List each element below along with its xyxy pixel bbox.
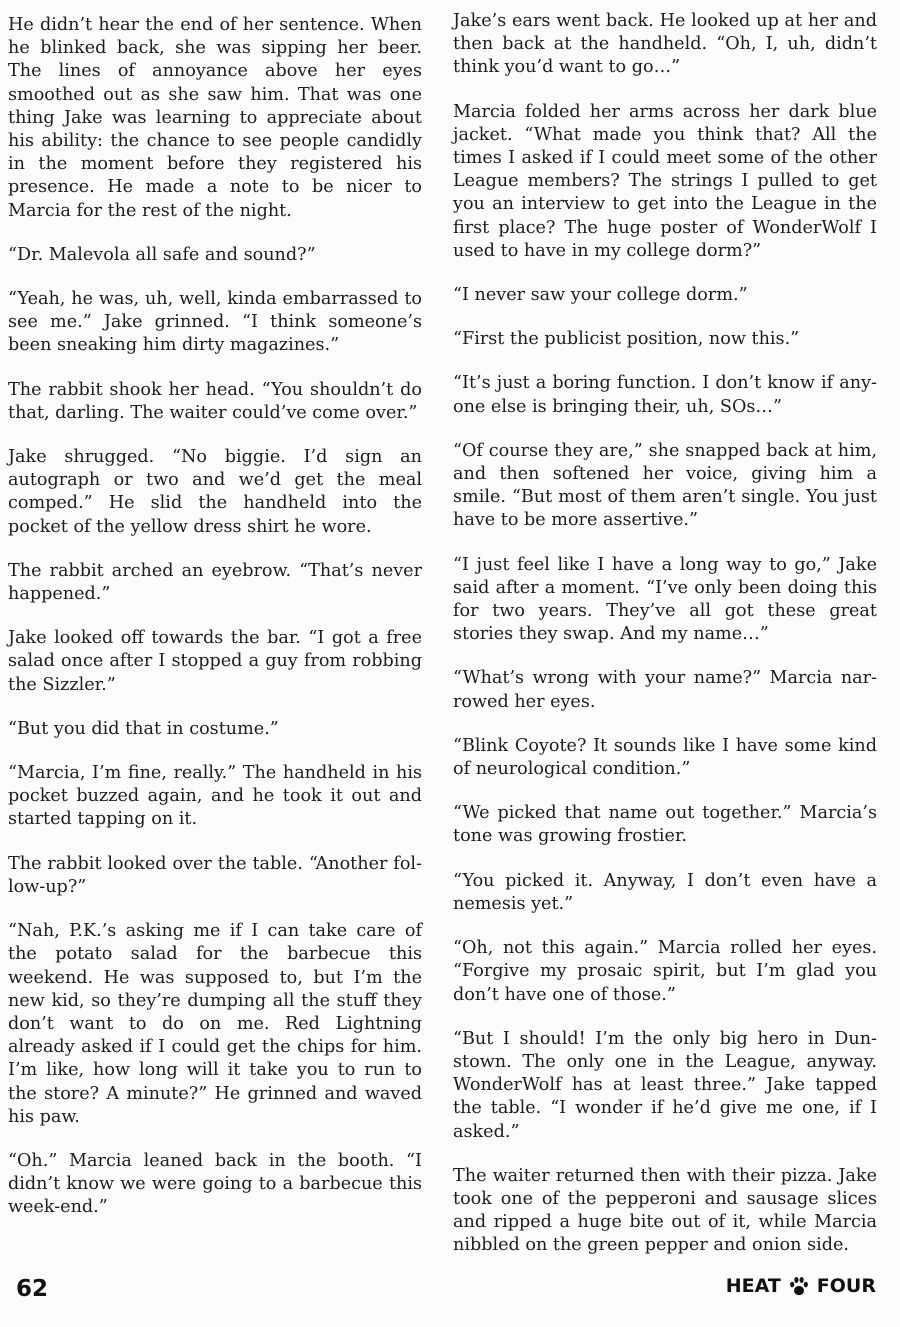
paragraph: “What’s wrong with your name?” Marcia nar-rowed her eyes. [453, 668, 877, 712]
paragraph: “But I should! I’m the only big hero in Dun-stown. The only one in the League, anyway. WonderWolf has at least three.” Jake tapped the table. “I wonder if he’d give me one, if I asked.” [453, 1028, 877, 1142]
paragraph: He didn’t hear the end of her sentence. When he blinked back, she was sipping her beer. The lines of annoyance above her eyes smoothed out as she saw him. That was one thing Jake was learning to appreciate about his ability: the chance to see people candidly in the moment before they registered his presence. He made a note to be nicer to Marcia for the rest of the night. [8, 15, 422, 221]
magazine-title-right: FOUR [816, 1275, 876, 1297]
paragraph: The rabbit arched an eyebrow. “That’s never happened.” [8, 560, 422, 605]
paragraph: The waiter returned then with their pizza. Jake took one of the pepperoni and sausage slices and ripped a huge bite out of it, while Marcia nibbled on the green pepper and onion side. [453, 1165, 877, 1256]
paragraph: The rabbit looked over the table. “Another fol-low-up?” [8, 853, 422, 897]
paragraph: “Oh.” Marcia leaned back in the booth. “I didn’t know we were going to a barbecue this week-end.” [8, 1150, 422, 1218]
paragraph: “We picked that name out together.” Marcia’s tone was growing frostier. [453, 803, 877, 847]
paragraph: The rabbit shook her head. “You shouldn’t do that, darling. The waiter could’ve come over.” [8, 379, 422, 423]
paragraph: “I just feel like I have a long way to go,” Jake said after a moment. “I’ve only been doing this for two years. They’ve all got these great stories they swap. And my name…” [453, 554, 877, 645]
paragraph: “Marcia, I’m fine, really.” The handheld in his pocket buzzed again, and he took it out and started tapping on it. [8, 763, 422, 830]
magazine-title [726, 1275, 876, 1297]
paragraph: “Of course they are,” she snapped back at him, and then softened her voice, giving him a smile. “But most of them aren’t single. You just have to be more assertive.” [453, 440, 877, 531]
paragraph: “Dr. Malevola all safe and sound?” [8, 244, 316, 265]
paragraph: “But you did that in costume.” [8, 718, 279, 739]
paragraph: Marcia folded her arms across her dark blue jacket. “What made you think that? All the times I asked if I could meet some of the other League members? The strings I pulled to get you an interview to get into the League in the first place? The huge poster of WonderWolf I used to have in my college dorm?” [453, 101, 877, 261]
magazine-title-left: HEAT [725, 1275, 781, 1297]
paragraph: “First the publicist position, now this.” [453, 329, 800, 350]
paragraph: Jake shrugged. “No biggie. I’d sign an autograph or two and we’d get the meal comped.” He slid the handheld into the pocket of the yellow dress shirt he wore. [8, 447, 422, 537]
paragraph: “You picked it. Anyway, I don’t even have a nemesis yet.” [453, 870, 877, 914]
paragraph: Jake looked off towards the bar. “I got a free salad once after I stopped a guy from robbing the Sizzler.” [8, 628, 422, 695]
paw-print-icon [789, 1275, 809, 1297]
paragraph: “Oh, not this again.” Marcia rolled her eyes. “Forgive my prosaic spirit, but I’m glad you don’t have one of those.” [453, 938, 877, 1005]
paragraph: “Blink Coyote? It sounds like I have some kind of neurological condition.” [453, 735, 877, 780]
right-text-column [453, 10, 877, 1279]
left-text-column [8, 14, 422, 1241]
paragraph: “It’s just a boring function. I don’t know if any-one else is bringing their, uh, SOs…” [453, 373, 877, 417]
paragraph: Jake’s ears went back. He looked up at her and then back at the handheld. “Oh, I, uh, didn’t think you’d want to go…” [453, 11, 877, 78]
paragraph: “Nah, P.K.’s asking me if I can take care of the potato salad for the barbecue this weekend. He was supposed to, but I’m the new kid, so they’re dumping all the stuff they don’t want to do on me. Red Lightning already asked if I could get the chips for him. I’m like, how long will it take you to run to the store? A minute?” He grinned and waved his paw. [8, 921, 422, 1127]
paragraph: “Yeah, he was, uh, well, kinda embarrassed to see me.” Jake grinned. “I think someone’s been sneaking him dirty magazines.” [8, 289, 422, 356]
paragraph: “I never saw your college dorm.” [453, 285, 748, 306]
page-number: 62 [16, 1276, 49, 1302]
